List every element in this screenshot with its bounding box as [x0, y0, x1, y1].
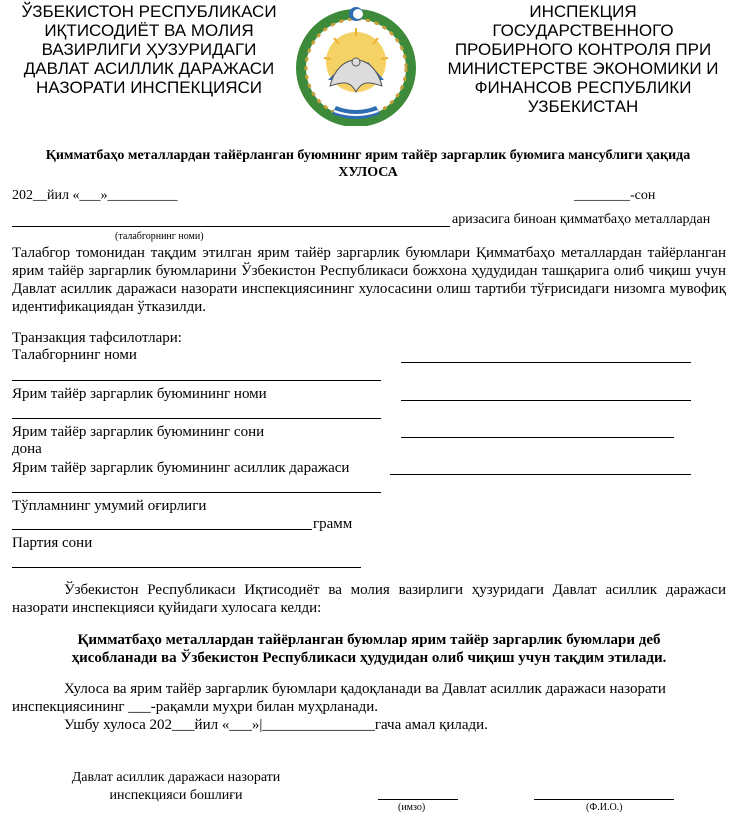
left-org-name: ЎЗБЕКИСТОН РЕСПУБЛИКАСИ ИҚТИСОДИЁТ ВА МОЛИЯ ВАЗИРЛИГИ ҲУЗУРИДАГИ ДАВЛАТ АСИЛЛИК ДАРАЖАСИ НАЗОРАТИ ИНСПЕКЦИЯСИ [21, 2, 277, 97]
date-field: 202__йил «___»__________ [12, 188, 178, 203]
item-name-right-line [401, 400, 691, 401]
packaging-line-2: инспекциясининг ___-рақамли муҳри билан муҳрланади. [12, 699, 379, 715]
position-line-2: инспекцияси бошлиғи [109, 788, 243, 803]
signatory-position [64, 769, 288, 805]
batch-number-label: Партия сони [12, 535, 93, 551]
full-name-line [534, 799, 674, 800]
applicant-caption: (талабгорнинг номи) [115, 231, 204, 242]
validity-line: Ушбу хулоса 202___йил «___»|_______________гача амал қилади. [64, 717, 488, 733]
state-emblem-icon [294, 2, 418, 126]
position-line-1: Давлат асиллик даражаси назорати [71, 770, 281, 785]
title-line-2: ХУЛОСА [338, 165, 398, 180]
applicant-name-label: Талабгорнинг номи [12, 347, 137, 363]
item-fineness-left-line [12, 492, 381, 493]
conclusion-line-1: Қимматбаҳо металлардан тайёрланган буюмлар ярим тайёр заргарлик буюмлари деб [77, 632, 661, 648]
packaging-paragraph [12, 680, 726, 716]
full-name-caption: (Ф.И.О.) [586, 802, 623, 813]
item-count-label: Ярим тайёр заргарлик буюмининг сони [12, 424, 265, 440]
intro-paragraph: Талабгор томонидан тақдим этилган ярим тайёр заргарлик буюмлари Қимматбаҳо металлардан тайёрланган ярим тайёр заргарлик буюмларини Ўзбекистон Республикаси божхона ҳудудидан ташқарига олиб чиқиш учун Давлат асиллик даражаси назорати инспекциясининг хулосасини олиш тартиби тўғрисидаги низомга мувофиқ идентификациядан ўтказилди. [12, 245, 726, 315]
right-org-name: ИНСПЕКЦИЯ ГОСУДАРСТВЕННОГО ПРОБИРНОГО КОНТРОЛЯ ПРИ МИНИСТЕРСТВЕ ЭКОНОМИКИ И ФИНАНСОВ РЕСПУБЛИКИ УЗБЕКИСТАН [447, 2, 719, 116]
packaging-line-1: Хулоса ва ярим тайёр заргарлик буюмлари қадоқланади ва Давлат асиллик даражаси назорати [64, 681, 666, 697]
total-weight-line [12, 529, 312, 530]
conclusion-statement [12, 631, 726, 667]
document-title [10, 147, 726, 181]
signature-line [378, 799, 458, 800]
details-heading: Транзакция тафсилотлари: [12, 330, 182, 346]
total-weight-label: Тўпламнинг умумий оғирлиги [12, 498, 207, 514]
document-number-field: ________-сон [574, 188, 656, 203]
applicant-name-right-line [401, 362, 691, 363]
conclusion-intro: Ўзбекистон Республикаси Иқтисодиёт ва молия вазирлиги ҳузуридаги Давлат асиллик даражаси назорати инспекцияси қуйидаги хулосага келди: [12, 582, 726, 616]
applicant-name-line [12, 226, 450, 227]
item-fineness-right-line [390, 474, 691, 475]
item-count-line [401, 437, 674, 438]
applicant-name-left-line [12, 380, 381, 381]
title-line-1: Қимматбаҳо металлардан тайёрланган буюмнинг ярим тайёр заргарлик буюмига мансублиги ҳақида [45, 148, 691, 163]
item-fineness-label: Ярим тайёр заргарлик буюмининг асиллик даражаси [12, 460, 350, 476]
signature-caption: (имзо) [398, 802, 426, 813]
batch-number-line [12, 567, 361, 568]
applicant-row-suffix: аризасига биноан қимматбаҳо металлардан [452, 212, 711, 227]
item-name-left-line [12, 418, 381, 419]
item-name-label: Ярим тайёр заргарлик буюмининг номи [12, 386, 267, 402]
count-unit-label: дона [12, 441, 42, 457]
conclusion-line-2: ҳисобланади ва Ўзбекистон Республикаси ҳудудидан олиб чиқиш учун тақдим этилади. [71, 650, 667, 666]
weight-unit-label: грамм [313, 516, 353, 532]
